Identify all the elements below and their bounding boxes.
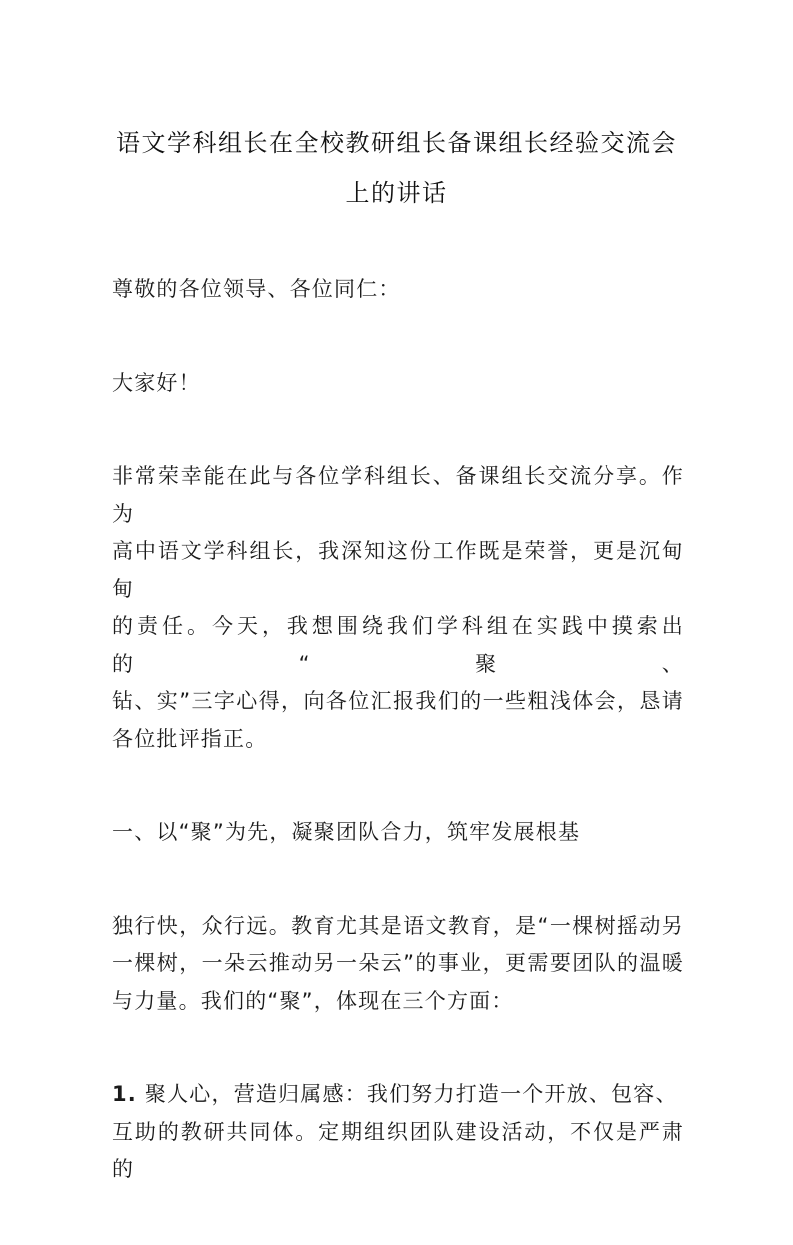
- intro-line: 各位批评指正。: [112, 726, 268, 751]
- item-1-number: 1.: [112, 1082, 137, 1106]
- item-1-text: 聚人心，营造归属感：我们努力打造一个开放、包容、: [144, 1082, 678, 1106]
- document-title: [0, 118, 793, 218]
- intro-line: 的责任。今天，我想围绕我们学科组在实践中摸索出的“聚、: [112, 614, 684, 676]
- greeting-paragraph: [112, 365, 684, 403]
- section-1-line: 与力量。我们的“聚”，体现在三个方面：: [112, 988, 514, 1013]
- salutation-paragraph: [112, 271, 684, 309]
- section-1-line: 一棵树，一朵云推动另一朵云”的事业，更需要团队的温暖: [112, 951, 684, 975]
- item-1-second-line: 互助的教研共同体。定期组织团队建设活动，不仅是严肃的: [112, 1119, 684, 1181]
- intro-paragraph: [112, 458, 684, 758]
- title-line-1: 语文学科组长在全校教研组长备课组长经验交流会: [116, 129, 677, 157]
- section-1-heading-paragraph: [112, 814, 684, 852]
- item-1-paragraph: [112, 1076, 684, 1189]
- section-1-line: 独行快，众行远。教育尤其是语文教育，是“一棵树摇动另: [112, 913, 684, 938]
- section-1-paragraph: [112, 908, 684, 1021]
- document-body: [112, 271, 684, 1245]
- section-1-heading: 一、以“聚”为先，凝聚团队合力，筑牢发展根基: [112, 820, 581, 844]
- intro-line: 钻、实”三字心得，向各位汇报我们的一些粗浅体会，恳请: [112, 689, 684, 713]
- salutation: 尊敬的各位领导、各位同仁：: [112, 277, 401, 301]
- title-line-2: 上的讲话: [345, 179, 448, 207]
- greeting: 大家好！: [112, 370, 201, 395]
- item-1-first-line: [112, 1076, 684, 1114]
- intro-line: 非常荣幸能在此与各位学科组长、备课组长交流分享。作为: [112, 464, 684, 526]
- intro-line: 高中语文学科组长，我深知这份工作既是荣誉，更是沉甸甸: [112, 539, 684, 601]
